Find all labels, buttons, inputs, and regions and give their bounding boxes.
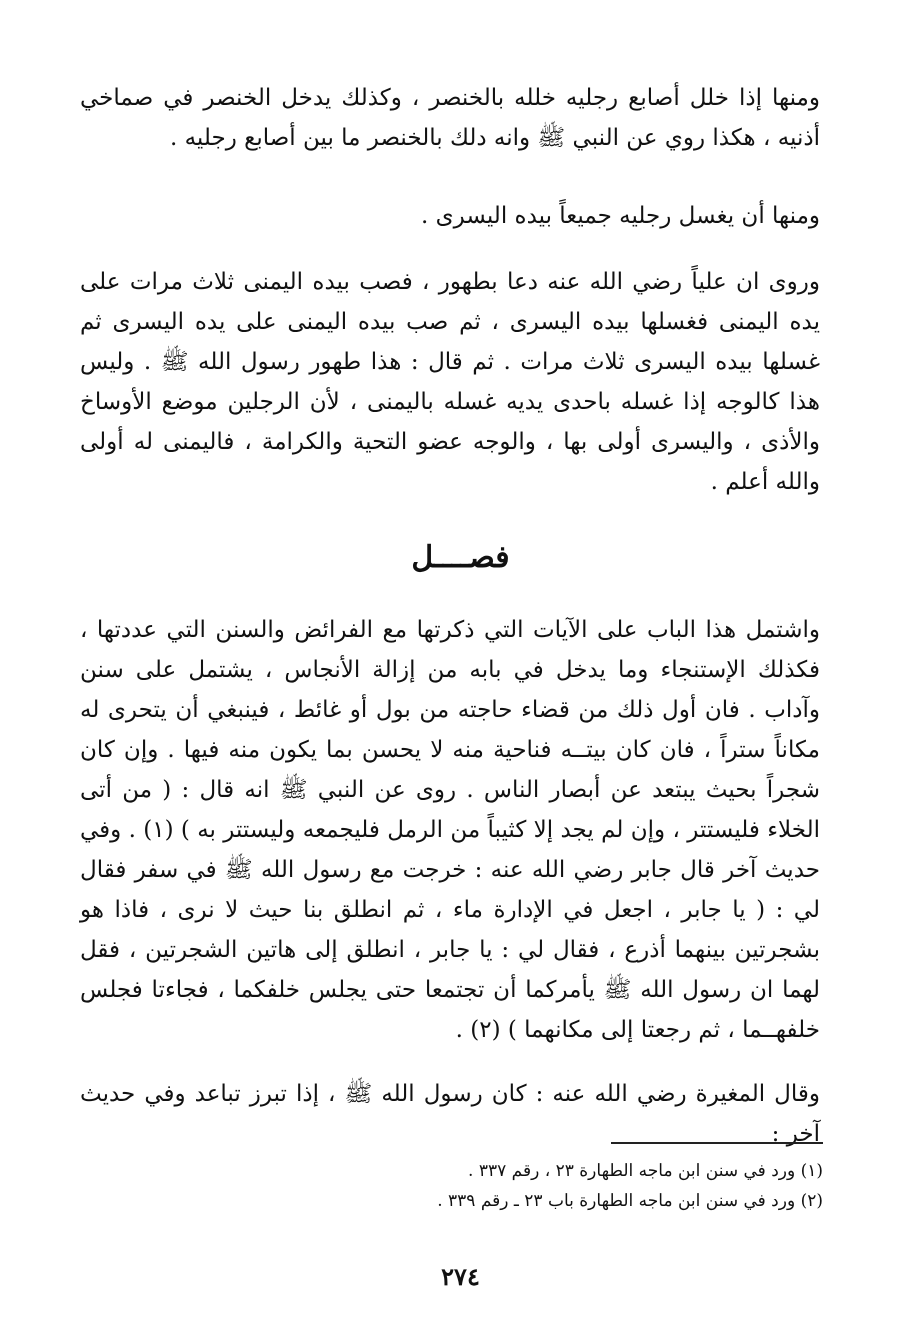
paragraph-washing-toes: ومنها إذا خلل أصابع رجليه خلله بالخنصر ، وكذلك يدخل الخنصر في صماخي أذنيه ، هكذا روي عن النبي ﷺ وانه دلك بالخنصر ما بين أصابع رجليه . [80,85,820,151]
paragraph-istinja: واشتمل هذا الباب على الآيات التي ذكرتها مع الفرائض والسنن التي عددتها ، فكذلك الإستنجاء وما يدخل في بابه من إزالة الأنجاس ، يشتمل على سنن وآداب . فان أول ذلك من قضاء حاجته من بول أو غائط ، فينبغي أن يتحرى له مكاناً ستراً ، فان كان بيتــه فناحية منه لا يحسن بما يكون منه فيها . وإن كان شجراً بحيث يبتعد عن أبصار الناس . روى عن النبي ﷺ انه قال : ( من أتى الخلاء فليستتر ، وإن لم يجد إلا كثيباً من الرمل فليجمعه وليستتر به ) (١) . وفي حديث آخر قال جابر رضي الله عنه : خرجت مع رسول الله ﷺ في سفر فقال لي : ( يا جابر ، اجعل في الإدارة ماء ، ثم انطلق بنا حيث لا نرى ، فاذا هو بشجرتين بينهما أذرع ، فقال لي : يا جابر ، انطلق إلى هاتين الشجرتين ، فقل لهما ان رسول الله ﷺ يأمركما أن تجتمعا حتى يجلس خلفكما ، فجاءتا فجلس خلفهــما ، ثم رجعتا إلى مكانهما ) (٢) . [80,617,821,1043]
footnote-divider [611,1142,823,1144]
paragraph-left-hand: ومنها أن يغسل رجليه جميعاً بيده اليسرى . [421,203,820,229]
page-number: ٢٧٤ [441,1262,480,1291]
section-heading: فصــــل [411,540,510,575]
paragraph-ali-narration: وروى ان علياً رضي الله عنه دعا بطهور ، فصب بيده اليمنى ثلاث مرات على يده اليمنى فغسلها بيده اليسرى ، ثم صب بيده اليمنى على يده اليسرى ثم غسلها بيده اليسرى ثلاث مرات . ثم قال : هذا طهور رسول الله ﷺ . وليس هذا كالوجه إذا غسله باحدى يديه غسله باليمنى ، لأن الرجلين موضع الأوساخ والأذى ، واليسرى أولى بها ، والوجه عضو التحية والكرامة ، فاليمنى له أولى والله أعلم . [80,269,820,495]
footnote-2: (٢) ورد في سنن ابن ماجه الطهارة باب ٢٣ ـ رقم ٣٣٩ . [437,1191,823,1211]
footnotes [223,1156,823,1216]
footnote-1: (١) ورد في سنن ابن ماجه الطهارة ٢٣ ، رقم ٣٣٧ . [468,1161,823,1181]
paragraph-mughira: وقال المغيرة رضي الله عنه : كان رسول الله ﷺ ، إذا تبرز تباعد وفي حديث آخر : [80,1081,821,1147]
